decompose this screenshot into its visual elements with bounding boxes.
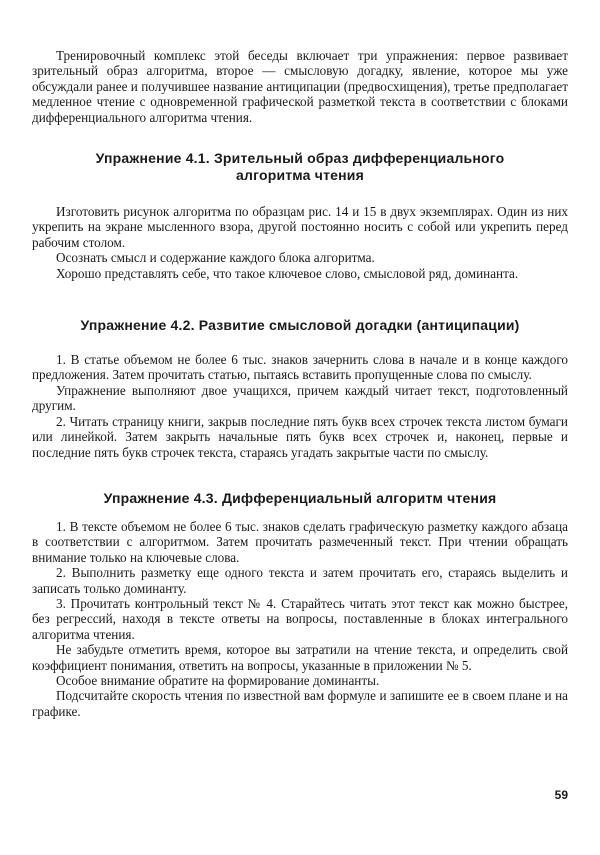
page-number: 59 (554, 788, 568, 802)
section-4-3-paragraph-2: 2. Выполнить разметку еще одного текста и затем прочитать его, стараясь выделить и записать только доминанту. (32, 565, 568, 596)
intro-paragraph: Тренировочный комплекс этой беседы включает три упражнения: первое развивает зрительный образ алгоритма, второе — смысловую догадку, явление, которое мы уже обсуждали ранее и получившее название антиципации (предвосхищения), третье предполагает медленное чтение с одновременной графической разметкой текста в соответствии с блоками дифференциального алгоритма чтения. (32, 48, 568, 125)
section-4-3-title: Упражнение 4.3. Дифференциальный алгоритм чтения (103, 489, 497, 506)
section-4-1-paragraph-3: Хорошо представлять себе, что такое ключевое слово, смысловой ряд, доминанта. (56, 265, 519, 281)
section-4-2-paragraph-2: Упражнение выполняют двое учащихся, причем каждый читает текст, подготовленный другим. (32, 382, 568, 414)
section-4-3-paragraph-6: Подсчитайте скорость чтения по известной вам формуле и запишите ее в своем плане и на графике. (32, 688, 568, 719)
section-4-2-paragraph-1: 1. В статье объемом не более 6 тыс. знаков зачернить слова в начале и в конце каждого предложения. Затем прочитать статью, пытаясь вставить пропущенные слова по смыслу. (32, 352, 568, 383)
section-4-2-paragraph-3: 2. Читать страницу книги, закрыв последние пять букв всех строчек текста листом бумаги или линейкой. Затем закрыть начальные пять букв всех строчек и, наконец, первые и последние пять букв строчек текста, стараясь угадать закрытые части по смыслу. (32, 413, 568, 460)
section-4-3-paragraph-1: 1. В тексте объемом не более 6 тыс. знаков сделать графическую разметку каждого абзаца в соответствии с алгоритмом. Затем прочитать размеченный текст. При чтении обращать внимание только на ключевые слова. (32, 518, 568, 565)
section-4-1-paragraph-2: Осознать смысл и содержание каждого блока алгоритма. (56, 250, 375, 266)
section-4-3-paragraph-4: Не забудьте отметить время, которое вы затратили на чтение текста, и определить свой коэффициент понимания, ответить на вопросы, указанные в приложении № 5. (32, 642, 568, 673)
section-4-1-title (32, 150, 568, 184)
section-4-1-title-line2: алгоритма чтения (236, 167, 364, 184)
section-4-1-paragraph-1: Изготовить рисунок алгоритма по образцам рис. 14 и 15 в двух экземплярах. Один из них укрепить на экране мысленного взора, другой постоянно носить с собой или укрепить перед рабочим столом. (32, 204, 568, 250)
page-body (32, 48, 568, 719)
section-4-3-paragraph-5: Особое внимание обратите на формирование доминанты. (56, 672, 380, 688)
section-4-1-title-line1: Упражнение 4.1. Зрительный образ дифференциального (95, 150, 505, 167)
section-4-3-paragraph-3: 3. Прочитать контрольный текст № 4. Старайтесь читать этот текст как можно быстрее, без регрессий, находя в тексте ответы на вопросы, поставленные в блоках интегрального алгоритма чтения. (32, 595, 568, 642)
section-4-2-title: Упражнение 4.2. Развитие смысловой догадки (антиципации) (80, 317, 520, 334)
